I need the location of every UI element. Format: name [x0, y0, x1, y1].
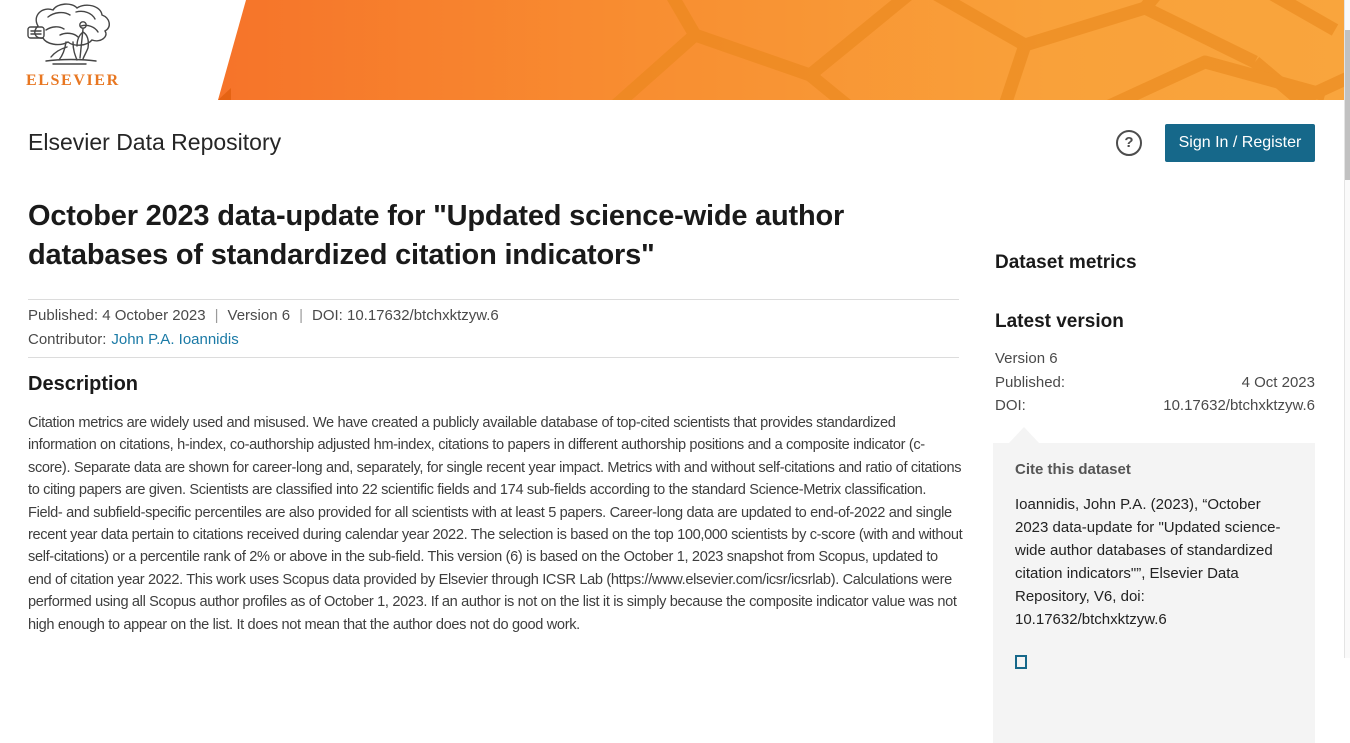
divider — [28, 357, 959, 358]
dataset-metrics-heading: Dataset metrics — [995, 252, 1137, 273]
contributor-link[interactable]: John P.A. Ioannidis — [111, 331, 239, 348]
help-icon[interactable]: ? — [1116, 130, 1142, 156]
latest-version-heading: Latest version — [995, 311, 1124, 332]
contributor-label: Contributor: — [28, 331, 107, 348]
sidebar-published-label: Published: — [995, 374, 1066, 391]
cite-heading: Cite this dataset — [1015, 461, 1131, 478]
sidebar-doi-label: DOI: — [995, 397, 1026, 414]
sidebar-version: Version 6 — [995, 350, 1058, 367]
leaf-pattern-decoration — [545, 0, 1345, 100]
description-heading: Description — [28, 373, 139, 395]
sidebar-doi-row — [995, 397, 1315, 414]
header-banner — [0, 0, 1345, 100]
published-text: Published: 4 October 2023 — [28, 307, 206, 324]
elsevier-logo — [26, 2, 120, 90]
divider — [28, 299, 959, 300]
sidebar-published-row — [995, 374, 1315, 391]
cite-this-dataset-box — [993, 443, 1315, 743]
version-text: Version 6 — [227, 307, 291, 324]
sidebar-published-value: 4 Oct 2023 — [1241, 374, 1315, 391]
dataset-title: October 2023 data-update for "Updated science-wide author databases of standardized citation indicators" — [28, 200, 845, 271]
meta-separator: | — [299, 307, 303, 324]
sign-in-register-button[interactable]: Sign In / Register — [1165, 124, 1315, 162]
elsevier-tree-icon — [26, 2, 114, 66]
sidebar-doi-value: 10.17632/btchxktzyw.6 — [1163, 397, 1315, 414]
scrollbar-thumb[interactable] — [1345, 30, 1350, 180]
cite-box-arrow — [1009, 427, 1039, 443]
contributor-row — [28, 331, 239, 348]
doi-text: DOI: 10.17632/btchxktzyw.6 — [311, 307, 499, 324]
meta-separator: | — [214, 307, 219, 324]
elsevier-wordmark: ELSEVIER — [26, 72, 120, 89]
citation-text: Ioannidis, John P.A. (2023), “October 2023 data-update for "Updated science-wide author databases of standardized citation indicators"”, Elsevier Data Repository, V6, doi: 10.17632/btchxktzyw.6 — [1015, 496, 1281, 628]
site-title: Elsevier Data Repository — [28, 129, 282, 155]
copy-citation-icon[interactable] — [1015, 655, 1027, 669]
description-body: Citation metrics are widely used and misused. We have created a publicly available database of top-cited scientists that provides standardized information on citations, h-index, co-authorship adjusted hm-index, citations to papers in different authorship positions and a composite indicator (c-score). Separate data are shown for career-long and, separately, for single recent year impact. Metrics with and without self-citations and ratio of citations to citing papers are given. Scientists are classified into 22 scientific fields and 174 sub-fields according to the standard Science-Metrix classification. Field- and subfield-specific percentiles are also provided for all scientists with at least 5 papers. Career-long data are updated to end-of-2022 and single recent year data pertain to citations received during calendar year 2022. The selection is based on the top 100,000 scientists by c-score (with and without self-citations) or a percentile rank of 2% or above in the sub-field. This version (6) is based on the October 1, 2023 snapshot from Scopus, updated to end of citation year 2022. This work uses Scopus data provided by Elsevier through ICSR Lab (https://www.elsevier.com/icsr/icsrlab). Calculations were performed using all Scopus author profiles as of October 1, 2023. If an author is not on the list it is simply because the composite indicator value was not high enough to appear on the list. It does not mean that the author does not do good work. — [28, 415, 963, 633]
dataset-meta — [28, 307, 499, 324]
